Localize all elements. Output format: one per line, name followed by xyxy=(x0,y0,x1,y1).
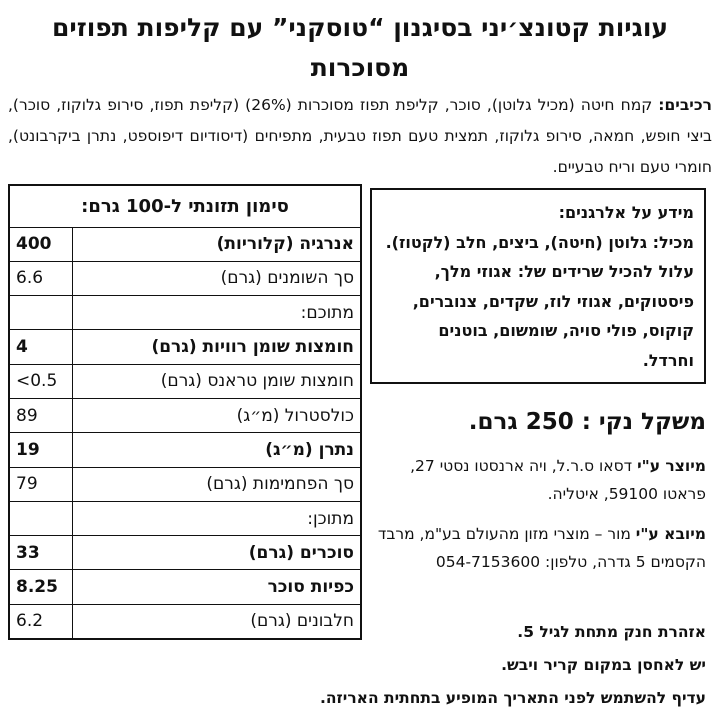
nutrient-name: סך הפחמימות (גרם) xyxy=(73,467,361,501)
nutrition-row xyxy=(9,501,361,535)
manufacturer-info xyxy=(376,452,706,508)
choking-warning: אזהרת חנק מתחת לגיל 5. xyxy=(517,623,706,641)
nutrient-name: אנרגיה (קלוריות) xyxy=(73,227,361,261)
nutrient-name: כולסטרול (מ״ג) xyxy=(73,398,361,432)
nutrition-row xyxy=(9,604,361,638)
nutrient-name: כפיות סוכר xyxy=(73,570,361,604)
ingredients-label: רכיבים: xyxy=(658,96,712,114)
nutrient-value: 89 xyxy=(9,398,73,432)
manufacturer-label: מיוצר ע"י xyxy=(637,457,706,475)
nutrient-value xyxy=(9,296,73,330)
nutrition-row xyxy=(9,330,361,364)
nutrition-header: סימון תזונתי ל-100 גרם: xyxy=(9,185,361,227)
nutrition-row xyxy=(9,536,361,570)
importer-text: מור – מוצרי מזון מהעולם בע"מ, מרבד הקסמים 5 גדרה, טלפון: 054-7153600 xyxy=(377,525,706,571)
nutrient-name: חומצות שומן טראנס (גרם) xyxy=(73,364,361,398)
nutrient-name: נתרן (מ״ג) xyxy=(73,433,361,467)
product-title: עוגיות קטונצ׳יני בסיגנון “טוסקני” עם קליפות תפוזים מסוכרות xyxy=(51,13,669,82)
ingredients-paragraph xyxy=(8,90,712,183)
importer-label: מיובא ע"י xyxy=(635,525,706,543)
manufacturer-text: דסאו ס.ר.ל, ויה ארנסטו נסטי 27, פראטו 59100, איטליה. xyxy=(410,457,706,503)
allergen-contains: מכיל: גלוטן (חיטה), ביצים, חלב (לקטוז). עלול להכיל שרידים של: אגוזי מלך, פיסטוקים, אגוזי לוז, שקדים, צנוברים, קוקוס, פולי סויה, שומשום, בוטנים וחרדל. xyxy=(385,232,694,370)
nutrition-row xyxy=(9,296,361,330)
nutrient-value: 19 xyxy=(9,433,73,467)
nutrition-header-row xyxy=(9,185,361,227)
ingredients-text: קמח חיטה (מכיל גלוטן), סוכר, קליפת תפוז מסוכרות (26%) (קליפת תפוז, סירופ גלוקוז, סוכר), ביצי חופש, חמאה, סירופ גלוקוז, תמצית טעם תפוז טבעית, מתפיחים (דיסודיום דיפוספט, נתרן ביקרבונט), חומרי טעם וריח טבעיים. xyxy=(8,96,712,176)
nutrient-value: 400 xyxy=(9,227,73,261)
nutrient-value: 6.2 xyxy=(9,604,73,638)
nutrition-row xyxy=(9,398,361,432)
best-before-note: עדיף להשתמש לפני התאריך המופיע בתחתית האריזה. xyxy=(320,689,706,707)
storage-instruction: יש לאחסן במקום קריר ויבש. xyxy=(501,656,706,674)
nutrient-value: 4 xyxy=(9,330,73,364)
nutrition-row xyxy=(9,467,361,501)
nutrient-name: חלבונים (גרם) xyxy=(73,604,361,638)
nutrient-name: מתוכם: xyxy=(73,296,361,330)
nutrient-value: 33 xyxy=(9,536,73,570)
nutrition-row xyxy=(9,433,361,467)
allergen-title: מידע על אלרגנים: xyxy=(558,203,694,222)
nutrition-row xyxy=(9,261,361,295)
nutrient-value: 79 xyxy=(9,467,73,501)
nutrition-body xyxy=(9,227,361,639)
net-weight: משקל נקי : 250 גרם. xyxy=(468,409,706,435)
nutrient-name: סך השומנים (גרם) xyxy=(73,261,361,295)
nutrient-value: 8.25 xyxy=(9,570,73,604)
nutrient-value: 6.6 xyxy=(9,261,73,295)
nutrient-name: מתוכן: xyxy=(73,501,361,535)
nutrition-row xyxy=(9,227,361,261)
nutrient-name: חומצות שומן רוויות (גרם) xyxy=(73,330,361,364)
nutrient-name: סוכרים (גרם) xyxy=(73,536,361,570)
importer-info xyxy=(376,520,706,576)
allergen-box xyxy=(370,188,706,384)
nutrient-value xyxy=(9,501,73,535)
nutrition-table xyxy=(8,184,362,640)
nutrition-row xyxy=(9,570,361,604)
nutrition-row xyxy=(9,364,361,398)
nutrient-value: <0.5 xyxy=(9,364,73,398)
